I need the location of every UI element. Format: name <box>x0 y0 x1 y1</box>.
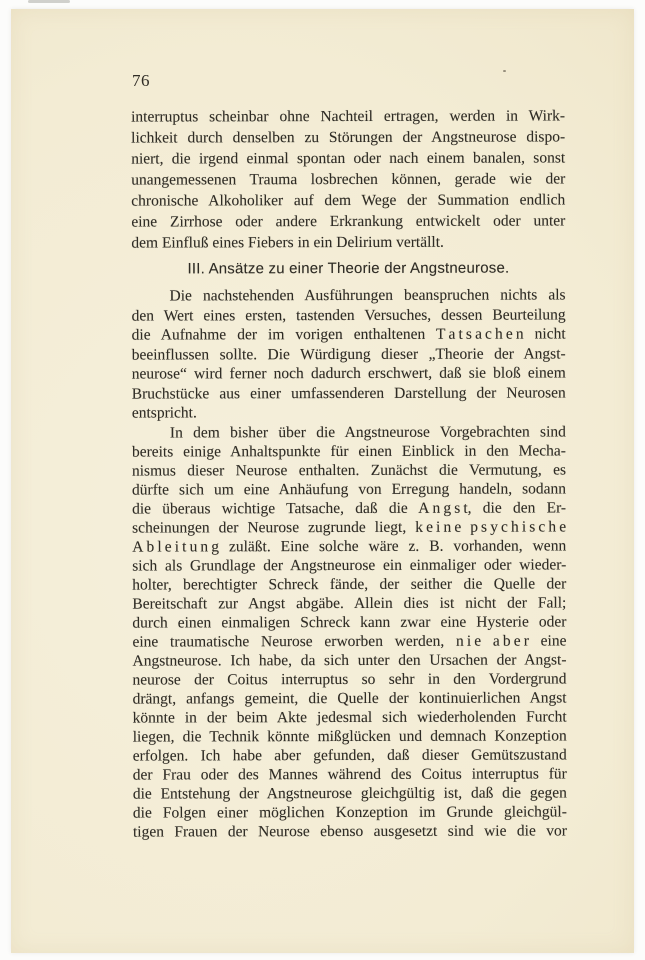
text-line: die überaus wichtige Tatsache, daß die A n g s t, die den Er- <box>132 498 567 518</box>
paragraph <box>131 105 565 253</box>
text-line: durch einen einmaligen Schreck kann zwar eine Hysterie oder <box>132 612 567 632</box>
text-line: der Frau oder des Mannes während des Coitus interruptus für <box>132 764 567 784</box>
text-line: Bruchstücke aus einer umfassenderen Darstellung der Neurosen <box>131 383 566 403</box>
text-line: drängt, anfangs gemeint, die Quelle der kontinuierlichen Angst <box>132 688 567 708</box>
paragraph <box>132 285 566 423</box>
text-line: beeinflussen sollte. Die Würdigung dieser „Theorie der Angst- <box>131 344 566 364</box>
text-line: unangemessenen Trauma losbrechen können, gerade wie der <box>131 170 566 189</box>
paper-speck <box>503 70 506 72</box>
scan-smudge <box>28 0 70 3</box>
text-line: entspricht. <box>131 404 197 422</box>
text-line: neurose“ wird ferner noch dadurch erschwert, daß sie bloß einem <box>131 364 566 383</box>
text-line: dem Einfluß eines Fiebers in ein Delirium vertällt. <box>131 233 444 252</box>
section-heading: III. Ansätze zu einer Theorie der Angstneurose. <box>187 259 510 278</box>
text-line: den Wert eines ersten, tastenden Versuches, dessen Beurteilung <box>131 305 566 325</box>
text-line: die Entstehung der Angstneurose gleichgültig ist, daß die gegen <box>132 783 567 803</box>
text-line: die Aufnahme der im vorigen enthaltenen T a t s a c h e n nicht <box>131 325 566 344</box>
text-line: nismus dieser Neurose enthalten. Zunächst die Vermutung, es <box>131 460 567 480</box>
text-line: Die nachstehenden Ausführungen beanspruchen nichts als <box>169 286 566 305</box>
text-column <box>131 105 567 841</box>
text-line: Bereitschaft zur Angst abgäbe. Allein dies ist nicht der Fall; <box>132 593 567 613</box>
paragraph <box>132 422 567 841</box>
text-line: tigen Frauen der Neurose ebenso ausgesetzt sind wie die vor <box>132 821 567 841</box>
text-line: niert, die irgend einmal spontan oder nach einem banalen, sonst <box>131 149 566 168</box>
text-line: die Folgen einer möglichen Konzeption im Grunde gleichgül- <box>132 802 567 822</box>
text-line: holter, berechtigter Schreck fände, der seither die Quelle der <box>132 574 567 594</box>
text-line: eine traumatische Neurose erworben werden, n i e a b e r eine <box>132 631 567 651</box>
text-line: chronische Alkoholiker auf dem Wege der Summation endlich <box>131 191 566 210</box>
text-line: eine Zirrhose oder andere Erkrankung entwickelt oder unter <box>131 212 566 231</box>
book-page <box>11 9 634 953</box>
text-line: dürfte sich um eine Anhäufung von Erregung handeln, sodann <box>132 479 567 499</box>
text-line: scheinungen der Neurose zugrunde liegt, k e i n e p s y c h i s c h e <box>132 517 567 537</box>
text-line: neurose der Coitus interruptus so sehr in den Vordergrund <box>132 669 567 689</box>
text-line: Angstneurose. Ich habe, da sich unter den Ursachen der Angst- <box>132 650 567 670</box>
text-line: liegen, die Technik könnte mißglücken und demnach Konzeption <box>132 726 567 746</box>
text-line: In dem bisher über die Angstneurose Vorgebrachten sind <box>169 422 566 441</box>
text-line: bereits einige Anhaltspunkte für einen Einblick in den Mecha- <box>131 441 566 461</box>
text-line: interruptus scheinbar ohne Nachteil ertragen, werden in Wirk- <box>131 107 566 126</box>
text-line: A b l e i t u n g zuläßt. Eine solche wäre z. B. vorhanden, wenn <box>132 536 567 556</box>
text-line: könnte in der beim Akte jedesmal sich wiederholenden Furcht <box>132 707 567 727</box>
text-line: erfolgen. Ich habe aber gefunden, daß dieser Gemütszustand <box>132 745 567 765</box>
text-line: sich als Grundlage der Angstneurose ein einmaliger oder wieder- <box>132 555 567 575</box>
text-line: lichkeit durch denselben zu Störungen der Angstneurose dispo- <box>131 128 566 147</box>
page-number: 76 <box>132 71 150 90</box>
